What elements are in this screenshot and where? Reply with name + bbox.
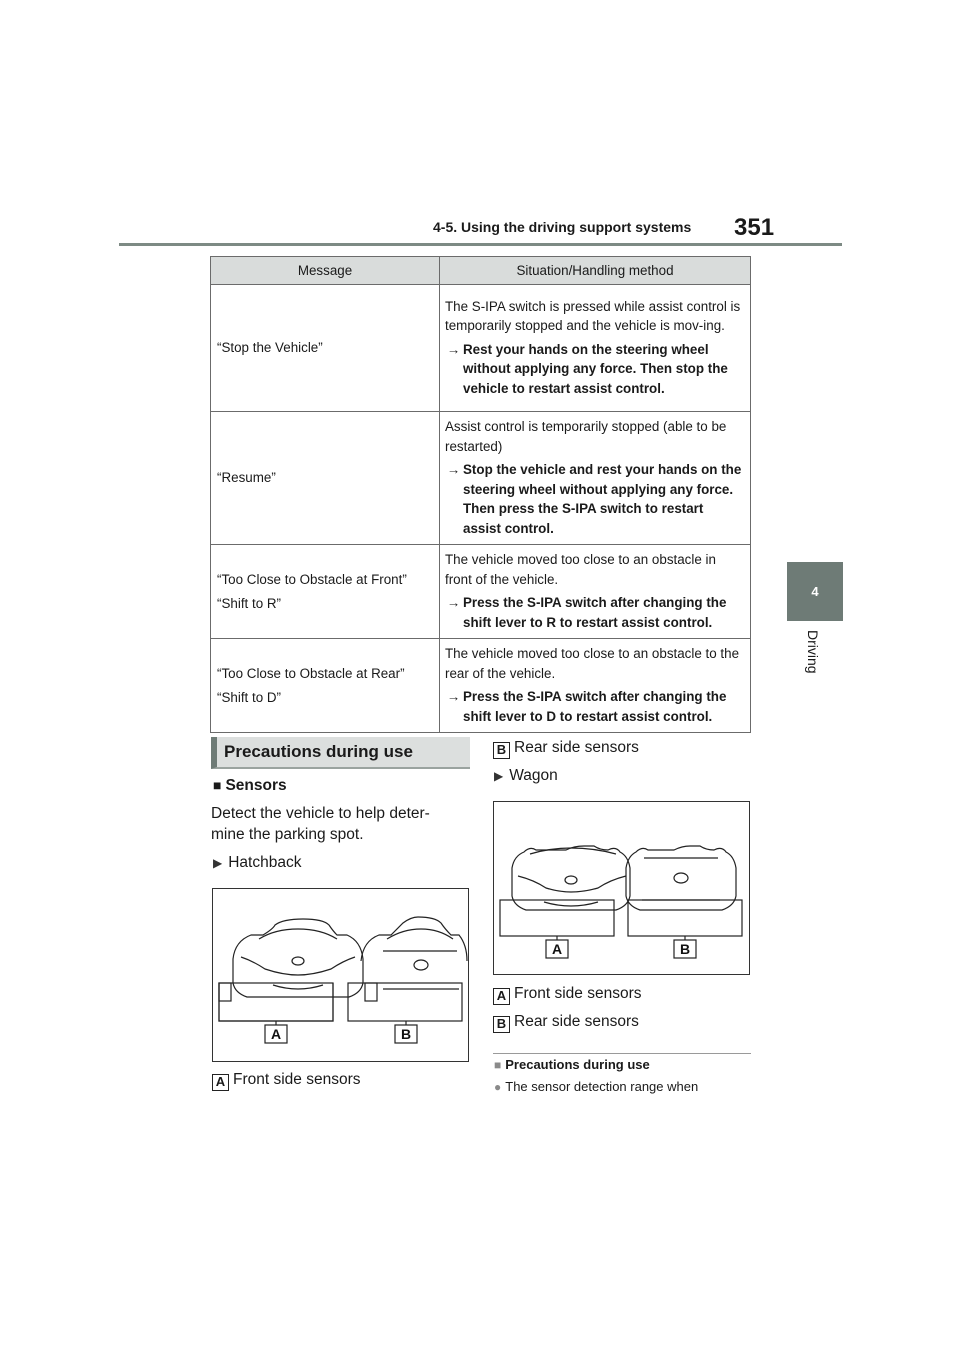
situation-text: The vehicle moved too close to an obstacle in front of the vehicle. bbox=[445, 552, 716, 587]
col-header-message: Message bbox=[211, 257, 440, 285]
message-text: “Shift to D” bbox=[217, 690, 281, 705]
label-b-badge: B bbox=[493, 742, 510, 759]
hatchback-figure bbox=[212, 888, 469, 1062]
front-sensors-text: Front side sensors bbox=[514, 985, 642, 1002]
page-number: 351 bbox=[734, 214, 775, 241]
hatchback-label: Hatchback bbox=[228, 854, 302, 871]
table-header-row bbox=[211, 257, 751, 285]
action-text: Press the S-IPA switch after changing the shift lever to R to restart assist control. bbox=[463, 595, 727, 630]
triangle-bullet-icon: ▶ bbox=[494, 769, 504, 783]
fig-label-b: B bbox=[679, 941, 691, 957]
action-text: Stop the vehicle and rest your hands on the steering wheel without applying any force. Then press the S-IPA switch to restart assist control. bbox=[463, 462, 742, 536]
message-text: “Shift to R” bbox=[217, 596, 281, 611]
col-header-situation: Situation/Handling method bbox=[440, 257, 751, 285]
message-text: “Too Close to Obstacle at Front” bbox=[217, 571, 407, 587]
situation-cell bbox=[440, 412, 751, 545]
message-cell bbox=[211, 639, 440, 733]
wagon-item bbox=[494, 767, 558, 785]
situation-text: The vehicle moved too close to an obstacle to the rear of the vehicle. bbox=[445, 646, 740, 681]
table-row bbox=[211, 285, 751, 412]
arrow-icon: → bbox=[447, 595, 461, 610]
situation-text: Assist control is temporarily stopped (able to be restarted) bbox=[445, 419, 727, 454]
situation-cell bbox=[440, 545, 751, 639]
label-a-badge: A bbox=[212, 1074, 229, 1091]
sensors-desc-line1: Detect the vehicle to help deter- bbox=[211, 805, 430, 822]
chapter-label-wrap bbox=[803, 630, 823, 690]
note-text: The sensor detection range when bbox=[505, 1079, 699, 1094]
header-rule bbox=[119, 243, 842, 246]
message-table bbox=[210, 256, 751, 733]
square-bullet-icon: ■ bbox=[494, 1058, 502, 1072]
action-line bbox=[445, 593, 745, 632]
rear-sensors-caption-top bbox=[493, 739, 639, 759]
message-text: “Too Close to Obstacle at Rear” bbox=[217, 665, 405, 681]
label-b-badge: B bbox=[493, 1016, 510, 1033]
fig-label-a: A bbox=[270, 1026, 282, 1042]
wagon-figure bbox=[493, 801, 750, 975]
note-heading-text: Precautions during use bbox=[505, 1057, 650, 1072]
action-line bbox=[445, 340, 745, 399]
triangle-bullet-icon: ▶ bbox=[213, 856, 223, 870]
section-heading: Precautions during use bbox=[211, 737, 470, 769]
message-cell bbox=[211, 545, 440, 639]
section-title: 4-5. Using the driving support systems bbox=[433, 219, 692, 235]
table-row bbox=[211, 412, 751, 545]
note-divider bbox=[493, 1053, 751, 1054]
message-cell bbox=[211, 285, 440, 412]
sensors-heading-text: Sensors bbox=[225, 777, 287, 794]
arrow-icon: → bbox=[447, 462, 461, 477]
square-bullet-icon: ■ bbox=[213, 777, 222, 793]
table-row bbox=[211, 545, 751, 639]
chapter-tab bbox=[787, 562, 843, 621]
action-text: Rest your hands on the steering wheel without applying any force. Then stop the vehicle to restart assist control. bbox=[463, 341, 728, 396]
action-line bbox=[445, 687, 745, 726]
chapter-label: Driving bbox=[805, 630, 821, 674]
front-sensors-caption-left bbox=[212, 1071, 361, 1091]
action-text: Press the S-IPA switch after changing the shift lever to D to restart assist control. bbox=[463, 689, 727, 724]
fig-label-b: B bbox=[400, 1026, 412, 1042]
sensors-heading bbox=[213, 777, 287, 795]
situation-text: The S-IPA switch is pressed while assist control is temporarily stopped and the vehicle is mov-ing. bbox=[445, 298, 741, 334]
action-line bbox=[445, 460, 745, 538]
fig-label-a: A bbox=[551, 941, 563, 957]
front-sensors-text: Front side sensors bbox=[233, 1071, 361, 1088]
wagon-label: Wagon bbox=[509, 767, 558, 784]
message-text: “Stop the Vehicle” bbox=[217, 340, 323, 356]
rear-sensors-text: Rear side sensors bbox=[514, 739, 639, 756]
rear-sensors-caption-bottom bbox=[493, 1013, 639, 1033]
rear-sensors-text: Rear side sensors bbox=[514, 1013, 639, 1030]
situation-cell bbox=[440, 285, 751, 412]
sensors-desc-line2: mine the parking spot. bbox=[211, 826, 364, 843]
front-sensors-caption-right bbox=[493, 985, 642, 1005]
note-bullet bbox=[494, 1079, 698, 1094]
hatchback-item bbox=[213, 854, 301, 872]
table-row bbox=[211, 639, 751, 733]
label-a-badge: A bbox=[493, 988, 510, 1005]
arrow-icon: → bbox=[447, 341, 461, 357]
message-text: “Resume” bbox=[217, 470, 276, 486]
message-cell bbox=[211, 412, 440, 545]
arrow-icon: → bbox=[447, 689, 461, 704]
situation-cell bbox=[440, 639, 751, 733]
chapter-number: 4 bbox=[811, 584, 819, 599]
circle-bullet-icon: ● bbox=[494, 1080, 502, 1094]
note-heading bbox=[494, 1057, 650, 1072]
